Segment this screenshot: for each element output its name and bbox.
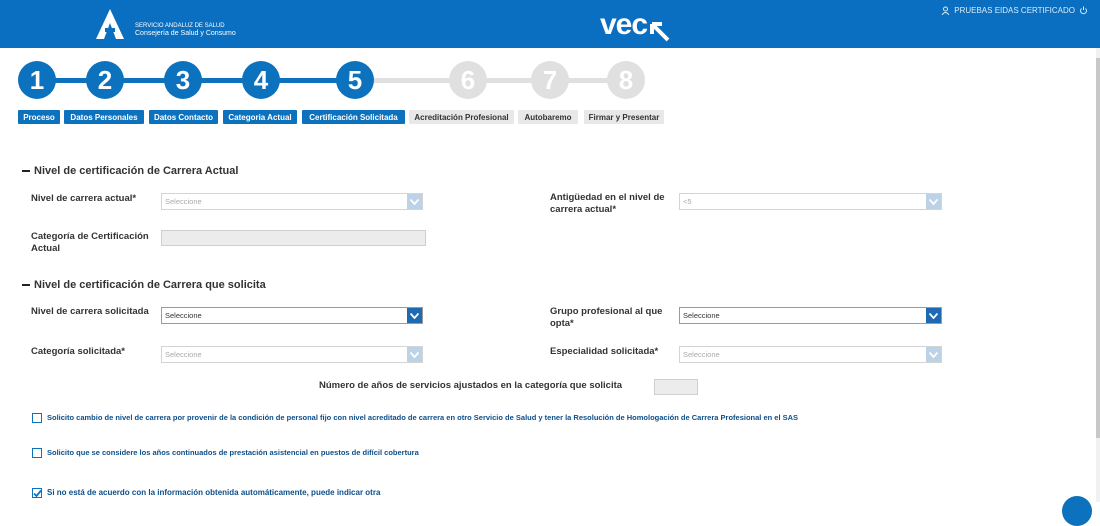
user-name[interactable]: PRUEBAS EIDAS CERTIFICADO <box>954 6 1075 15</box>
antiguedad-label-line2: carrera actual* <box>550 204 617 215</box>
section-current-title[interactable] <box>22 165 238 177</box>
page-scrollbar[interactable] <box>1096 48 1100 502</box>
app-header <box>0 0 1100 48</box>
user-menu[interactable] <box>941 6 1088 15</box>
nivel-solicitada-select[interactable] <box>161 307 423 324</box>
chevron-down-icon <box>407 194 422 209</box>
tab-acreditaci-n-profesional[interactable]: Acreditación Profesional <box>409 110 514 124</box>
antiguedad-label-line1: Antigüedad en el nivel de <box>550 192 665 203</box>
step-6[interactable]: 6 <box>449 61 487 99</box>
user-icon <box>941 6 950 15</box>
especialidad-label: Especialidad solicitada* <box>550 346 659 357</box>
collapse-icon[interactable] <box>22 170 30 172</box>
grupo-label-line1: Grupo profesional al que <box>550 306 663 317</box>
grupo-select[interactable] <box>679 307 942 324</box>
step-7[interactable]: 7 <box>531 61 569 99</box>
step-4[interactable]: 4 <box>242 61 280 99</box>
help-bubble-button[interactable] <box>1062 496 1092 526</box>
otra-informacion-checkbox[interactable] <box>32 488 42 498</box>
org-line1: SERVICIO ANDALUZ DE SALUD <box>135 23 225 29</box>
nivel-solicitada-label: Nivel de carrera solicitada <box>31 306 149 317</box>
nivel-solicitada-value: Seleccione <box>165 311 202 320</box>
tab-firmar-y-presentar[interactable]: Firmar y Presentar <box>584 110 664 124</box>
homologacion-checkbox[interactable] <box>32 413 42 423</box>
step-1[interactable]: 1 <box>18 61 56 99</box>
otra-informacion-checkbox-label[interactable]: Si no está de acuerdo con la información obtenida automáticamente, puede indicar otra <box>47 488 381 497</box>
especialidad-value: Seleccione <box>683 350 720 359</box>
categoria-actual-field <box>161 230 426 246</box>
section-requested-title-text: Nivel de certificación de Carrera que solicita <box>34 279 266 291</box>
step-2[interactable]: 2 <box>86 61 124 99</box>
collapse-icon[interactable] <box>22 284 30 286</box>
section-current-title-text: Nivel de certificación de Carrera Actual <box>34 165 239 177</box>
tab-categoria-actual[interactable]: Categoria Actual <box>223 110 297 124</box>
antiguedad-value: <5 <box>683 197 692 206</box>
chevron-down-icon <box>407 347 422 362</box>
categoria-solicitada-value: Seleccione <box>165 350 202 359</box>
step-3[interactable]: 3 <box>164 61 202 99</box>
chevron-down-icon <box>926 308 941 323</box>
organization-name <box>135 22 236 38</box>
step-8[interactable]: 8 <box>607 61 645 99</box>
categoria-actual-label-line2: Actual <box>31 243 61 254</box>
tab-proceso[interactable]: Proceso <box>18 110 60 124</box>
tab-certificaci-n-solicitada[interactable]: Certificación Solicitada <box>302 110 405 124</box>
svg-text:vec: vec <box>600 10 648 41</box>
grupo-label-line2: opta* <box>550 318 574 329</box>
categoria-actual-label-line1: Categoría de Certificación <box>31 231 149 242</box>
homologacion-checkbox-label[interactable]: Solicito cambio de nivel de carrera por provenir de la condición de personal fijo con nivel acreditado de carrera en otro Servicio de Salud y tener la Resolución de Homologación de Carrera Profesional en el SAS <box>47 413 799 422</box>
step-5[interactable]: 5 <box>336 61 374 99</box>
anios-servicio-field <box>654 379 698 395</box>
power-icon[interactable] <box>1079 6 1088 15</box>
nivel-actual-value: Seleccione <box>165 197 202 206</box>
grupo-label <box>550 306 662 330</box>
antiguedad-select[interactable] <box>679 193 942 210</box>
checkmark-icon <box>33 489 42 498</box>
tab-autobaremo[interactable]: Autobaremo <box>518 110 578 124</box>
tab-datos-personales[interactable]: Datos Personales <box>64 110 144 124</box>
categoria-actual-label <box>31 231 149 255</box>
section-requested-title[interactable] <box>22 279 266 291</box>
especialidad-select[interactable] <box>679 346 942 363</box>
antiguedad-label <box>550 192 665 216</box>
scrollbar-thumb[interactable] <box>1096 58 1100 438</box>
chevron-down-icon <box>926 347 941 362</box>
anios-servicio-label: Número de años de servicios ajustados en la categoría que solicita <box>319 380 623 391</box>
categoria-solicitada-label: Categoría solicitada* <box>31 346 125 357</box>
tab-datos-contacto[interactable]: Datos Contacto <box>149 110 218 124</box>
org-line2: Consejería de Salud y Consumo <box>135 30 236 37</box>
categoria-solicitada-select[interactable] <box>161 346 423 363</box>
junta-andalucia-logo-icon <box>96 9 124 39</box>
nivel-actual-label: Nivel de carrera actual* <box>31 193 137 204</box>
dificil-cobertura-checkbox-label[interactable]: Solicito que se considere los años continuados de prestación asistencial en puestos de difícil cobertura <box>47 448 419 457</box>
vec-logo-icon <box>600 10 672 42</box>
chevron-down-icon <box>407 308 422 323</box>
nivel-actual-select[interactable] <box>161 193 423 210</box>
chevron-down-icon <box>926 194 941 209</box>
dificil-cobertura-checkbox[interactable] <box>32 448 42 458</box>
grupo-value: Seleccione <box>683 311 720 320</box>
